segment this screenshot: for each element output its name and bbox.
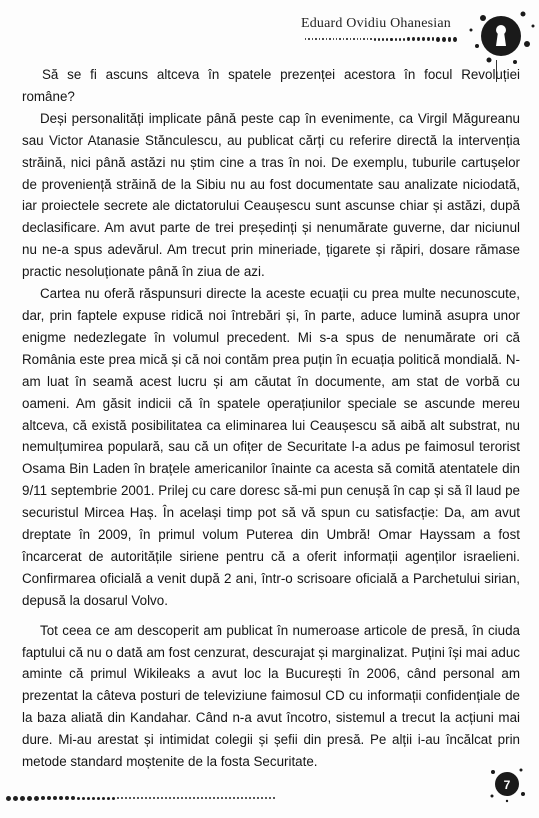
footer-dot-rule [6, 795, 296, 801]
page-header [0, 0, 539, 60]
paragraph: Cartea nu oferă răspunsuri directe la aceste ecuații cu prea multe necunoscute, dar, prin faptele expuse ridică noi întrebări și, în parte, aduce lumină asupra unor enigme nedezlegate în volumul precedent. Mi s-a spus de nenumărate ori că România este prea mică și că noi contăm prea puțin în ecuația politică mondială. N-am luat în seamă acest lucru și am căutat în documente, am stat de vorbă cu oameni. Am găsit indicii că în spatele operațiunilor speciale se ascunde mereu altceva, că există posibilitatea ca eliminarea lui Ceaușescu să aibă alt substrat, nu nemulțumirea populară, sau că un ofițer de Securitate l-a adus pe faimosul terorist Osama Bin Laden în brațele americanilor înainte ca acesta să comită atentatele din 9/11 septembrie 2001. Prilej cu care doresc să-mi pun cenușă în cap și să îl laud pe securistul Mircea Haș. În același timp pot să vă spun cu satisfacție: Da, am avut dreptate în 2009, în primul volum Puterea din Umbră! Omar Hayssam a fost încarcerat de autoritățile siriene pentru că a oferit informații agenților israelieni. Confirmarea oficială a venit după 2 ani, într-o scrisoare oficială a Parchetului sirian, depusă la dosarul Volvo. [22, 286, 520, 608]
header-dot-rule [305, 36, 457, 42]
paragraph: Să se fi ascuns altceva în spatele prezenței acestora în focul Revoluției române? [22, 67, 520, 104]
author-name: Eduard Ovidiu Ohanesian [300, 16, 451, 31]
page-number: 7 [503, 778, 511, 792]
page-body [22, 64, 520, 773]
keyhole-badge-icon [459, 0, 539, 70]
paragraph: Deși personalități implicate până peste cap în evenimente, ca Virgil Măgureanu sau Victor Atanasie Stănculescu, au publicat cărți cu referire directă la intervenția străină, nici până astăzi nu știm cine a tras în noi. De exemplu, tuburile cartușelor de proveniență străină de la Sibiu nu au fost documentate sau analizate niciodată, iar proiectele secrete ale dictatorului Ceaușescu sunt ascunse chiar și astăzi, după declasificare. Am avut parte de trei președinți și nenumărate guverne, dar niciunul nu ne-a spus adevărul. Am trecut prin mineriade, țigarete și răpiri, dosare rămase practic nesoluționate până în ziua de azi. [22, 110, 520, 280]
paragraph: Tot ceea ce am descoperit am publicat în numeroase articole de presă, în ciuda faptului că nu o dată am fost cenzurat, descurajat și marginalizat. Puțini își mai aduc aminte că primul Wikileaks a avut loc la București în 2006, când personal am prezentat la câteva posturi de televiziune faimosul CD cu informații confidențiale de la baza aliată din Kandahar. Când n-a avut încotro, sistemul a trecut la acțiuni mai dure. Mi-au arestat și intimidat colegii și șefii din presă. Pe alții i-au încălcat prin metode standard moștenite de la fosta Securitate. [22, 622, 520, 770]
